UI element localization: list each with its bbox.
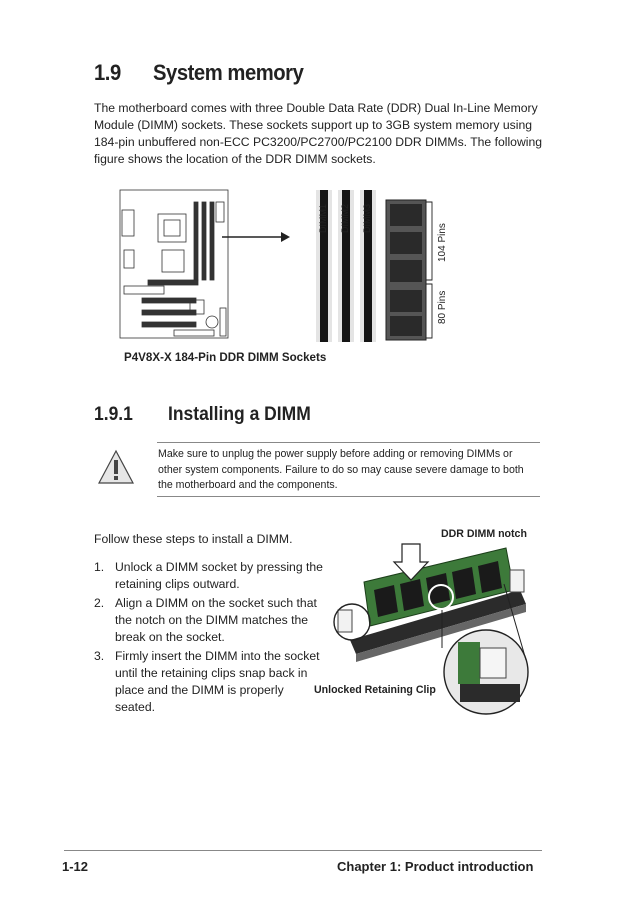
step-text: Firmly insert the DIMM into the socket until the retaining clips snap back in place and the DIMM is properly seated. bbox=[115, 649, 320, 714]
list-item bbox=[94, 648, 326, 716]
page-number: 1-12 bbox=[62, 859, 89, 874]
pins-top-label: 104 Pins bbox=[437, 223, 448, 262]
steps-list bbox=[94, 559, 326, 718]
step-text: Align a DIMM on the socket such that the notch on the DIMM matches the break on the socket. bbox=[115, 596, 317, 644]
motherboard-diagram bbox=[120, 190, 228, 338]
slot-label-dimm3: DIMM3 bbox=[362, 204, 372, 233]
dimm-module-side-view bbox=[386, 200, 426, 340]
figure-caption: P4V8X-X 184-Pin DDR DIMM Sockets bbox=[124, 351, 327, 364]
slot-label-dimm2: DIMM2 bbox=[340, 204, 350, 233]
step-text: Unlock a DIMM socket by pressing the retaining clips outward. bbox=[115, 560, 323, 591]
step-number: 1. bbox=[94, 560, 105, 574]
caution-note: Make sure to unplug the power supply before adding or removing DIMMs or other system components. Failure to do so may cause severe damage to both the motherboard and the components. bbox=[158, 448, 524, 491]
note-bottom-rule bbox=[157, 496, 540, 497]
pointer-arrow bbox=[222, 232, 290, 242]
chapter-title: Chapter 1: Product introduction bbox=[337, 859, 534, 874]
list-item bbox=[94, 559, 326, 593]
dimm-install-figure bbox=[330, 540, 540, 740]
notch-label: DDR DIMM notch bbox=[441, 528, 527, 540]
footer-rule bbox=[64, 850, 542, 851]
subsection-title: Installing a DIMM bbox=[168, 404, 311, 425]
pin-brackets bbox=[426, 202, 432, 338]
list-item bbox=[94, 595, 326, 646]
caution-icon bbox=[96, 448, 136, 488]
note-top-rule bbox=[157, 442, 540, 443]
steps-intro: Follow these steps to install a DIMM. bbox=[94, 532, 293, 546]
retaining-clip-label: Unlocked Retaining Clip bbox=[314, 684, 436, 696]
section-title: System memory bbox=[153, 60, 304, 85]
step-number: 3. bbox=[94, 649, 105, 663]
pins-bottom-label: 80 Pins bbox=[437, 290, 448, 324]
step-number: 2. bbox=[94, 596, 105, 610]
dimm-location-figure bbox=[118, 188, 458, 348]
slot-label-dimm1: DIMM1 bbox=[318, 204, 328, 233]
intro-paragraph: The motherboard comes with three Double Data Rate (DDR) Dual In-Line Memory Module (DIMM) sockets. These sockets support up to 3GB system memory using 184-pin unbuffered non-ECC PC3200/PC2700/PC2100 DDR DIMMs. The following figure shows the location of the DDR DIMM sockets. bbox=[94, 101, 543, 166]
section-number: 1.9 bbox=[94, 60, 121, 85]
subsection-number: 1.9.1 bbox=[94, 404, 133, 425]
